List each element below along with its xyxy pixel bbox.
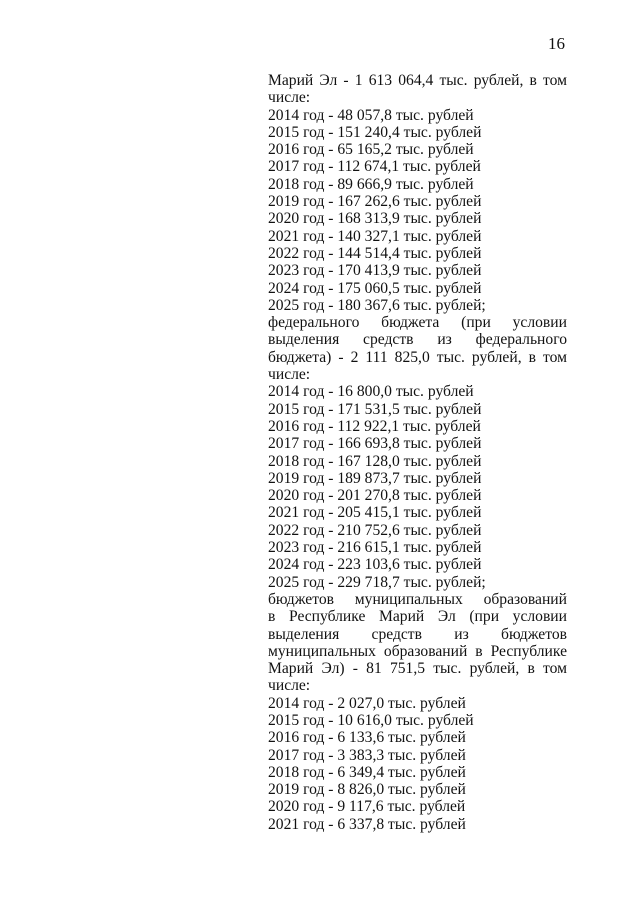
page-number: 16: [548, 34, 565, 53]
text-line: 2015 год - 10 616,0 тыс. рублей: [268, 711, 474, 729]
text-line: 2025 год - 180 367,6 тыс. рублей;: [268, 296, 486, 314]
text-line: 2023 год - 216 615,1 тыс. рублей: [268, 539, 482, 557]
text-line: выделения средств из федерального: [268, 331, 567, 349]
text-line: 2014 год - 16 800,0 тыс. рублей: [268, 383, 474, 401]
text-line: 2016 год - 6 133,6 тыс. рублей: [268, 729, 466, 747]
text-line: 2021 год - 6 337,8 тыс. рублей: [268, 815, 466, 833]
text-line: 2017 год - 112 674,1 тыс. рублей: [268, 158, 481, 176]
text-line: Марий Эл) - 81 751,5 тыс. рублей, в том: [268, 660, 567, 678]
text-line: 2025 год - 229 718,7 тыс. рублей;: [268, 573, 486, 591]
text-line: 2022 год - 210 752,6 тыс. рублей: [268, 521, 482, 539]
text-line: 2019 год - 8 826,0 тыс. рублей: [268, 781, 466, 799]
text-line: 2021 год - 140 327,1 тыс. рублей: [268, 227, 482, 245]
text-line: 2019 год - 167 262,6 тыс. рублей: [268, 193, 482, 211]
text-line: 2024 год - 175 060,5 тыс. рублей: [268, 279, 482, 297]
text-line: 2014 год - 2 027,0 тыс. рублей: [268, 694, 466, 712]
text-line: 2020 год - 201 270,8 тыс. рублей: [268, 487, 482, 505]
text-line: 2015 год - 171 531,5 тыс. рублей: [268, 400, 482, 418]
text-line: 2024 год - 223 103,6 тыс. рублей: [268, 556, 482, 574]
text-line: бюджета) - 2 111 825,0 тыс. рублей, в том: [268, 348, 567, 366]
text-line: 2016 год - 65 165,2 тыс. рублей: [268, 141, 474, 159]
text-line: 2014 год - 48 057,8 тыс. рублей: [268, 106, 474, 124]
text-line: 2021 год - 205 415,1 тыс. рублей: [268, 504, 482, 522]
text-line: выделения средств из бюджетов: [268, 625, 567, 643]
text-line: 2017 год - 3 383,3 тыс. рублей: [268, 746, 466, 764]
text-line: 2018 год - 6 349,4 тыс. рублей: [268, 763, 466, 781]
text-line: 2020 год - 9 117,6 тыс. рублей: [268, 798, 466, 816]
text-line: Марий Эл - 1 613 064,4 тыс. рублей, в том: [268, 72, 567, 89]
text-line: 2015 год - 151 240,4 тыс. рублей: [268, 123, 482, 141]
text-line: 2016 год - 112 922,1 тыс. рублей: [268, 417, 481, 435]
text-line: 2022 год - 144 514,4 тыс. рублей: [268, 244, 482, 262]
funding-text-body: [268, 72, 567, 833]
text-line: 2018 год - 89 666,9 тыс. рублей: [268, 175, 474, 193]
text-line: числе:: [268, 366, 311, 384]
text-line: муниципальных образований в Республике: [268, 642, 567, 660]
text-line: 2020 год - 168 313,9 тыс. рублей: [268, 210, 482, 228]
text-line: 2023 год - 170 413,9 тыс. рублей: [268, 262, 482, 280]
text-line: 2019 год - 189 873,7 тыс. рублей: [268, 469, 482, 487]
text-line: 2018 год - 167 128,0 тыс. рублей: [268, 452, 482, 470]
text-line: числе:: [268, 677, 311, 695]
text-line: бюджетов муниципальных образований: [268, 590, 567, 608]
text-line: в Республике Марий Эл (при условии: [268, 608, 567, 626]
text-line: федерального бюджета (при условии: [268, 314, 567, 332]
text-line: числе:: [268, 89, 311, 107]
text-line: 2017 год - 166 693,8 тыс. рублей: [268, 435, 482, 453]
